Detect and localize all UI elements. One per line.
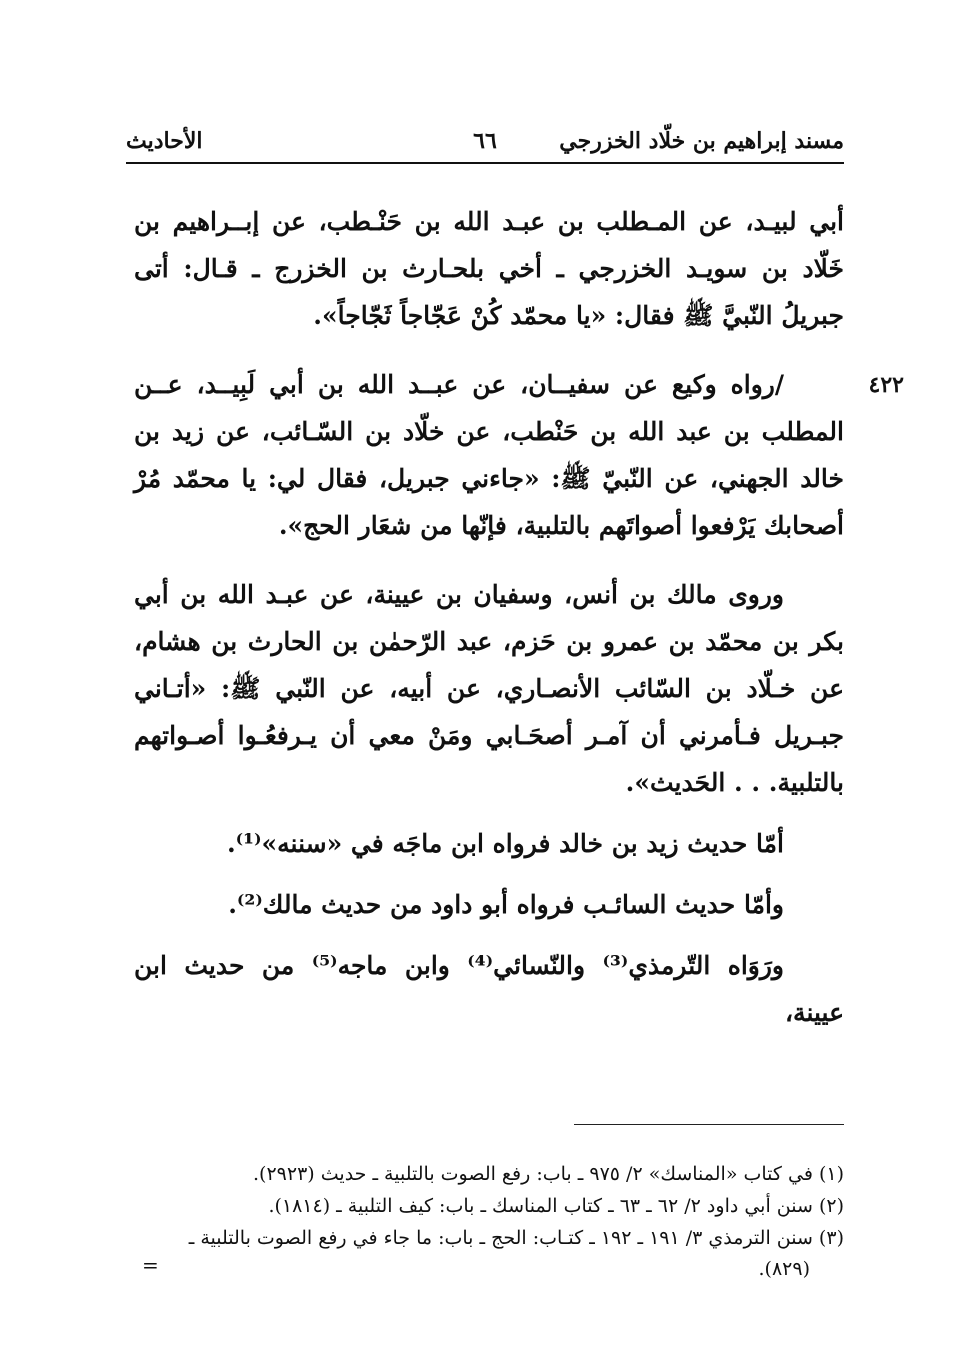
footnote-3-tail: (٨٢٩). — [758, 1258, 810, 1280]
footnotes — [134, 1158, 844, 1284]
continuation-mark: = — [142, 1253, 159, 1277]
paragraph-4: أمّا حديث زيد بن خالد فرواه ابن ماجَه في «سننه»⁽¹⁾. — [226, 829, 784, 858]
margin-page-number: ٤٢٢ — [868, 372, 904, 398]
paragraph-1: أبي لبيـد، عن المـطلب بن عبـد الله بن حَنْـطب، عن إبــراهيم بن خَلّاد بن سويـد الخزرجي ـ أخي بلحـارث بن الخزرج ـ قـال: أتى جبريلُ النّبيَّ ﷺ فقال: «يا محمّد كُنْ عَجّاجاً ثَجّاجاً». — [134, 207, 844, 330]
page-number: ٦٦ — [473, 128, 497, 154]
paragraph-5: وأمّا حديث السائـب فرواه أبو داود من حديث مالك⁽²⁾. — [228, 890, 784, 919]
footnote-3: (٣) سنن الترمذي ٣/ ١٩١ ـ ١٩٢ ـ كتـاب: الحج ـ باب: ما جاء في رفع الصوت بالتلبية ـ — [188, 1227, 844, 1249]
book-title: مسند إبراهيم بن خلّاد الخزرجي — [559, 128, 844, 154]
running-header — [126, 120, 844, 160]
section-title: الأحاديث — [126, 128, 203, 154]
paragraph-3: وروى مالك بن أنس، وسفيان بن عيينة، عن عبـد الله بن أبي بكر بن محمّد بن عمرو بن حَزم، عبد الرّحمٰن بن الحارث بن هشام، عن خـلّاد بن السّائب الأنصـاري، عن أبيه، عن النّبي ﷺ: «أتـاني جبـريل فـأمرني أن آمـر أصحَـابي ومَنْ معي أن يـرفعُـوا أصـواتهم بالتلبية. . . الحَديث». — [134, 580, 844, 797]
main-text — [134, 198, 844, 1036]
footnote-3-continuation — [134, 1254, 844, 1284]
paragraph-6: ورَوَاه التّرمذي⁽³⁾ والنّسائي⁽⁴⁾ وابن ماجه⁽⁵⁾ من حديث ابن عيينة، — [134, 951, 844, 1027]
footnote-rule — [574, 1124, 844, 1125]
footnote-2: (٢) سنن أبي داود ٢/ ٦٢ ـ ٦٣ ـ كتاب المناسك ـ باب: كيف التلبية ـ (١٨١٤). — [268, 1195, 844, 1217]
header-rule — [126, 162, 844, 164]
footnote-1: (١) في كتاب «المناسك» ٢/ ٩٧٥ ـ باب: رفع الصوت بالتلبية ـ حديث (٢٩٢٣). — [253, 1163, 844, 1185]
paragraph-2: /رواه وكيع عن سفيــان، عن عبــد الله بن أبي لَبِيــد، عــن المطلب بن عبد الله بن حَنْطب، عن خلّاد بن السّـائب، عن زيد بن خالد الجهني، عن النّبيّ ﷺ: «جاءني جبريل، فقال لي: يا محمّد مُرْ أصحابك يَرْفعوا أصواتَهم بالتلبية، فإنّها من شعَار الحج». — [134, 370, 844, 540]
